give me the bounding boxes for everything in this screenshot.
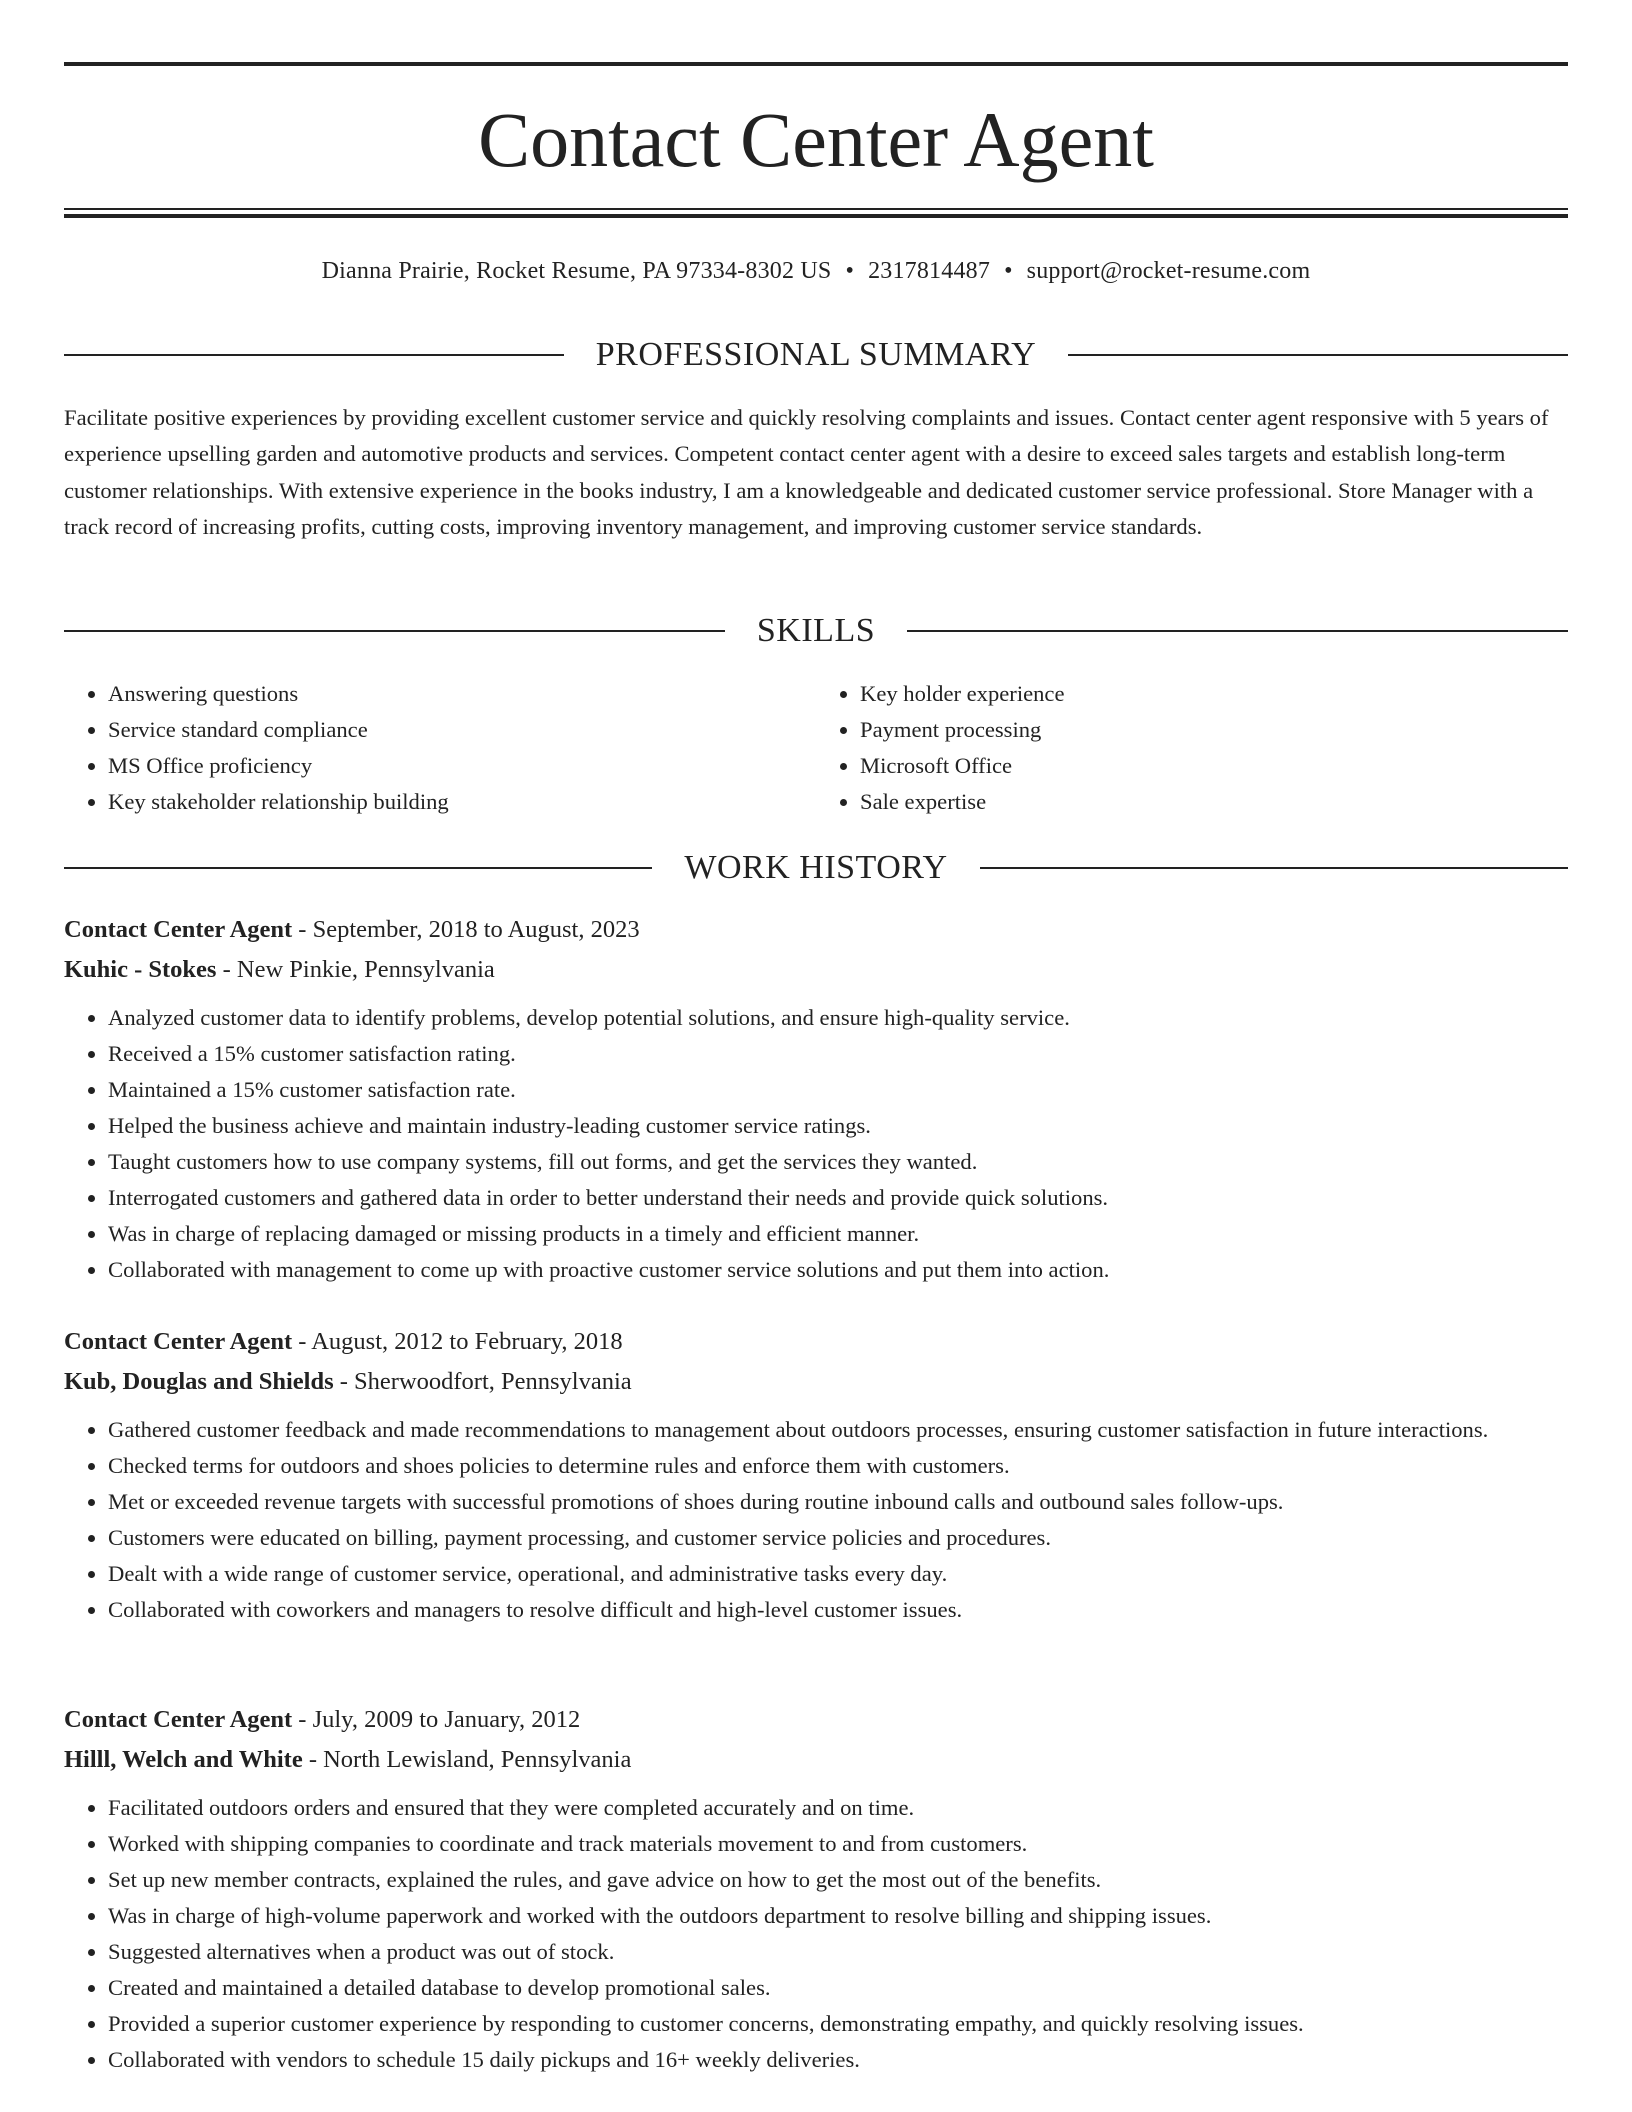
job-company-line — [64, 1362, 1568, 1402]
job-bullet: • Collaborated with vendors to schedule 15 daily pickups and 16+ weekly deliveries. — [108, 2042, 1568, 2078]
heading-rule — [1068, 354, 1568, 356]
page-title: Contact Center Agent — [478, 96, 1154, 183]
job-bullet: • Gathered customer feedback and made recommendations to management about outdoors processes, ensuring customer satisfaction in future interactions. — [108, 1412, 1568, 1448]
job-dates: - August, 2012 to February, 2018 — [292, 1328, 623, 1355]
skills-column-right — [816, 676, 1568, 820]
job-bullet: • Dealt with a wide range of customer service, operational, and administrative tasks every day. — [108, 1556, 1568, 1592]
skills-column-left — [64, 676, 816, 820]
job-bullet: • Taught customers how to use company systems, fill out forms, and get the services they wanted. — [108, 1144, 1568, 1180]
job-bullet: • Was in charge of high-volume paperwork and worked with the outdoors department to resolve billing and shipping issues. — [108, 1898, 1568, 1934]
heading-rule — [64, 867, 652, 869]
job-bullet: • Worked with shipping companies to coordinate and track materials movement to and from customers. — [108, 1826, 1568, 1862]
contact-phone: 2317814487 — [868, 258, 991, 284]
job-bullet: • Met or exceeded revenue targets with successful promotions of shoes during routine inbound calls and outbound sales follow-ups. — [108, 1484, 1568, 1520]
job-bullet: • Provided a superior customer experience by responding to customer concerns, demonstrating empathy, and quickly resolving issues. — [108, 2006, 1568, 2042]
job-dates: - September, 2018 to August, 2023 — [292, 916, 640, 943]
job-title-line — [64, 1700, 1568, 1740]
heading-rule — [907, 630, 1568, 632]
job-bullet: • Set up new member contracts, explained the rules, and gave advice on how to get the most out of the benefits. — [108, 1862, 1568, 1898]
job-bullet: • Facilitated outdoors orders and ensured that they were completed accurately and on time. — [108, 1790, 1568, 1826]
skill-item: • Payment processing — [860, 712, 1568, 748]
heading-rule — [64, 630, 725, 632]
job-bullet: • Maintained a 15% customer satisfaction rate. — [108, 1072, 1568, 1108]
job-bullet: • Received a 15% customer satisfaction rating. — [108, 1036, 1568, 1072]
job-company-line — [64, 1740, 1568, 1780]
job-bullet: • Collaborated with management to come up with proactive customer service solutions and put them into action. — [108, 1252, 1568, 1288]
header-double-rule-upper — [64, 208, 1568, 210]
contact-address: Dianna Prairie, Rocket Resume, PA 97334-8302 US — [321, 258, 832, 284]
job-location: - New Pinkie, Pennsylvania — [216, 956, 495, 983]
job-company: Hilll, Welch and White — [64, 1746, 303, 1773]
job-title-line — [64, 910, 1568, 950]
job-entry — [64, 1322, 1568, 1628]
job-title: Contact Center Agent — [64, 1328, 293, 1355]
section-heading-work-history — [64, 847, 1568, 889]
job-bullet: • Analyzed customer data to identify problems, develop potential solutions, and ensure high-quality service. — [108, 1000, 1568, 1036]
heading-rule — [980, 867, 1568, 869]
job-bullet: • Customers were educated on billing, payment processing, and customer service policies and procedures. — [108, 1520, 1568, 1556]
contact-email: support@rocket-resume.com — [1026, 258, 1311, 284]
job-location: - North Lewisland, Pennsylvania — [302, 1746, 632, 1773]
job-bullet: • Interrogated customers and gathered data in order to better understand their needs and provide quick solutions. — [108, 1180, 1568, 1216]
contact-separator: • — [845, 258, 855, 284]
skill-item: • Service standard compliance — [108, 712, 816, 748]
summary-text: Facilitate positive experiences by providing excellent customer service and quickly resolving complaints and issues. Contact center agent responsive with 5 years of experience upselling garden and automotive products and services. Competent contact center agent with a desire to exceed sales targets and establish long-term customer relationships. With extensive experience in the books industry, I am a knowledgeable and dedicated customer service professional. Store Manager with a track record of increasing profits, cutting costs, improving inventory management, and improving customer service standards. — [64, 405, 1549, 540]
section-title: SKILLS — [756, 612, 876, 649]
contact-separator: • — [1004, 258, 1013, 284]
section-heading-summary — [64, 334, 1568, 376]
job-entry — [64, 910, 1568, 1288]
section-title: PROFESSIONAL SUMMARY — [595, 336, 1037, 373]
job-company: Kuhic - Stokes — [64, 956, 217, 983]
section-heading-skills — [64, 610, 1568, 652]
job-title: Contact Center Agent — [64, 1706, 293, 1733]
skill-item: • Answering questions — [108, 676, 816, 712]
job-company-line — [64, 950, 1568, 990]
section-title: WORK HISTORY — [684, 849, 948, 886]
skill-item: • Key holder experience — [860, 676, 1568, 712]
job-title: Contact Center Agent — [64, 916, 293, 943]
job-bullet: • Collaborated with coworkers and managers to resolve difficult and high-level customer issues. — [108, 1592, 1568, 1628]
job-title-line — [64, 1322, 1568, 1362]
skill-item: • Microsoft Office — [860, 748, 1568, 784]
skill-item: • Key stakeholder relationship building — [108, 784, 816, 820]
job-bullet: • Checked terms for outdoors and shoes policies to determine rules and enforce them with customers. — [108, 1448, 1568, 1484]
header-top-rule — [64, 62, 1568, 66]
heading-rule — [64, 354, 564, 356]
job-entry — [64, 1700, 1568, 2078]
job-bullet: • Helped the business achieve and maintain industry-leading customer service ratings. — [108, 1108, 1568, 1144]
job-bullets — [64, 1790, 1568, 2078]
skill-item: • MS Office proficiency — [108, 748, 816, 784]
job-bullets — [64, 1000, 1568, 1288]
job-company: Kub, Douglas and Shields — [64, 1368, 334, 1395]
header-double-rule-lower — [64, 214, 1568, 218]
job-dates: - July, 2009 to January, 2012 — [292, 1706, 581, 1733]
job-bullet: • Was in charge of replacing damaged or missing products in a timely and efficient manner. — [108, 1216, 1568, 1252]
skills-list — [64, 676, 1568, 820]
job-bullets — [64, 1412, 1568, 1628]
job-bullet: • Suggested alternatives when a product was out of stock. — [108, 1934, 1568, 1970]
job-location: - Sherwoodfort, Pennsylvania — [333, 1368, 632, 1395]
job-bullet: • Created and maintained a detailed database to develop promotional sales. — [108, 1970, 1568, 2006]
contact-line — [64, 254, 1568, 288]
skill-item: • Sale expertise — [860, 784, 1568, 820]
